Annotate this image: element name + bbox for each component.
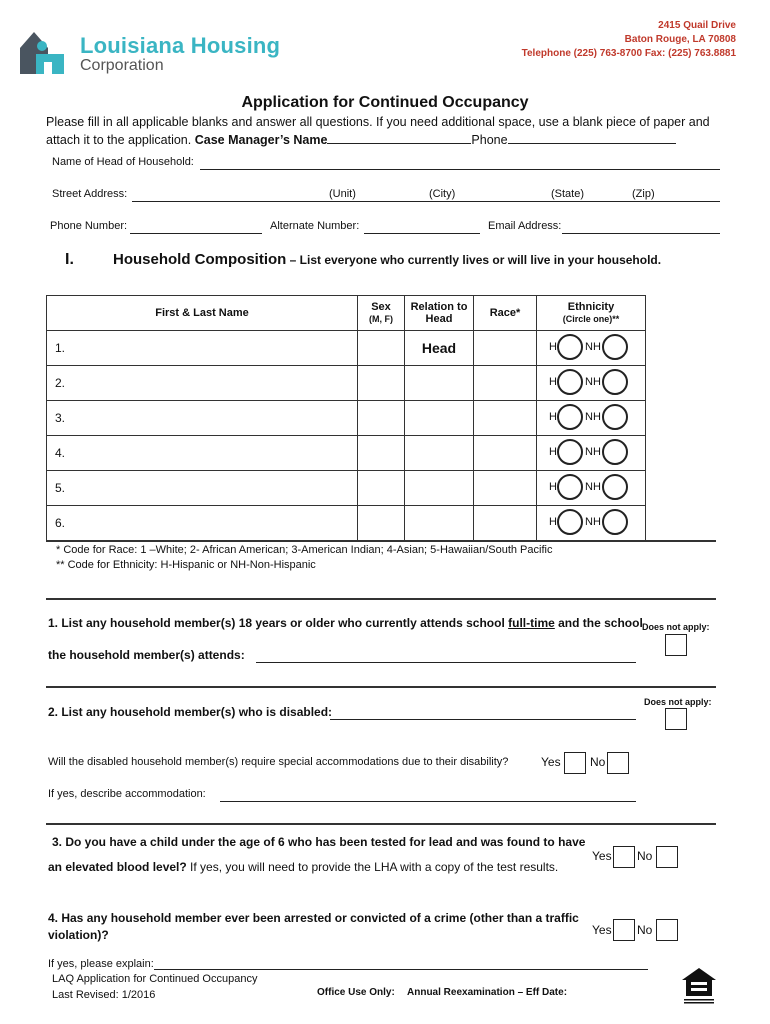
q4-explain-field[interactable] xyxy=(154,957,648,970)
q2-describe-field[interactable] xyxy=(220,789,636,802)
annual-reexam-label: Annual Reexamination – Eff Date: xyxy=(407,987,568,998)
household-table xyxy=(46,295,646,541)
eth-h-label: H xyxy=(549,481,557,493)
row-race-cell[interactable] xyxy=(474,436,537,471)
q2-no-checkbox[interactable] xyxy=(607,752,629,774)
q2-accommodation-question: Will the disabled household member(s) require special accommodations due to their disability? xyxy=(48,756,509,768)
row-name-cell[interactable] xyxy=(47,331,358,366)
eth-nh-circle[interactable] xyxy=(602,334,628,360)
q1-text-b: and the school xyxy=(554,616,643,630)
eth-nh-circle[interactable] xyxy=(602,439,628,465)
q2-describe-label: If yes, describe accommodation: xyxy=(48,788,206,800)
row-sex-cell[interactable] xyxy=(358,471,405,506)
row-race-cell[interactable] xyxy=(474,331,537,366)
row-ethnicity-cell xyxy=(537,436,646,471)
row-relation-cell[interactable] xyxy=(405,506,474,541)
row-race-cell[interactable] xyxy=(474,366,537,401)
section-title xyxy=(113,251,661,268)
eth-nh-circle[interactable] xyxy=(602,404,628,430)
q3-line2-bold: an elevated blood level? xyxy=(48,860,187,874)
row-ethnicity-cell xyxy=(537,401,646,436)
email-address-field[interactable] xyxy=(562,221,720,234)
street-address-label: Street Address: xyxy=(52,188,128,200)
col-ethnicity-label: Ethnicity xyxy=(567,301,615,313)
eth-h-circle[interactable] xyxy=(557,474,583,500)
eth-nh-label: NH xyxy=(585,516,601,528)
row-ethnicity-cell xyxy=(537,506,646,541)
q1-does-not-apply-label: Does not apply: xyxy=(642,622,710,632)
q3-yes-checkbox[interactable] xyxy=(613,846,635,868)
q4-no-label: No xyxy=(637,923,653,937)
row-race-cell[interactable] xyxy=(474,471,537,506)
row-sex-cell[interactable] xyxy=(358,401,405,436)
row-sex-cell[interactable] xyxy=(358,436,405,471)
table-row xyxy=(47,506,646,541)
q2-yes-label: Yes xyxy=(541,755,561,769)
row-sex-cell[interactable] xyxy=(358,506,405,541)
eth-h-label: H xyxy=(549,411,557,423)
section-title-text: Household Composition xyxy=(113,251,287,268)
row-sex-cell[interactable] xyxy=(358,331,405,366)
q3-line1: 3. Do you have a child under the age of 6 who has been tested for lead and was found to have xyxy=(52,835,586,849)
col-relation xyxy=(405,296,474,331)
unit-label: (Unit) xyxy=(329,188,356,200)
row-name-cell[interactable] xyxy=(47,401,358,436)
divider xyxy=(46,540,716,542)
row-relation-cell: Head xyxy=(405,331,474,366)
col-race: Race* xyxy=(474,296,537,331)
row-name-cell[interactable] xyxy=(47,471,358,506)
q2-answer-field[interactable] xyxy=(330,707,636,720)
q1-answer-field[interactable] xyxy=(256,650,636,663)
table-row xyxy=(47,471,646,506)
case-manager-phone-field[interactable] xyxy=(508,131,676,144)
state-label: (State) xyxy=(551,188,585,200)
row-number: 4. xyxy=(55,446,66,460)
case-manager-field[interactable] xyxy=(327,131,471,144)
q1-line2: the household member(s) attends: xyxy=(48,648,245,662)
row-name-cell[interactable] xyxy=(47,436,358,471)
q1-text-a: 1. List any household member(s) 18 years or older who currently attends school xyxy=(48,616,509,630)
q4-explain-label: If yes, please explain: xyxy=(48,958,154,970)
q1-does-not-apply-checkbox[interactable] xyxy=(665,634,687,656)
form-name: LAQ Application for Continued Occupancy xyxy=(52,973,258,985)
q4-line2: violation)? xyxy=(48,928,109,942)
table-row xyxy=(47,436,646,471)
row-relation-cell[interactable] xyxy=(405,366,474,401)
eth-nh-circle[interactable] xyxy=(602,509,628,535)
row-number: 3. xyxy=(55,411,66,425)
q3-line2-normal: If yes, you will need to provide the LHA with a copy of the test results. xyxy=(186,860,559,874)
q4-yes-checkbox[interactable] xyxy=(613,919,635,941)
q2-does-not-apply-checkbox[interactable] xyxy=(665,708,687,730)
alternate-number-field[interactable] xyxy=(364,221,480,234)
row-relation-cell[interactable] xyxy=(405,436,474,471)
row-relation-cell[interactable] xyxy=(405,401,474,436)
agency-address xyxy=(522,19,736,61)
row-number: 2. xyxy=(55,376,66,390)
col-name: First & Last Name xyxy=(47,296,358,331)
alternate-number-label: Alternate Number: xyxy=(270,220,360,232)
row-name-cell[interactable] xyxy=(47,506,358,541)
col-ethnicity-sub: (Circle one)** xyxy=(562,314,620,324)
col-relation-line1: Relation to xyxy=(410,301,468,313)
col-sex-label: Sex xyxy=(371,301,391,313)
logo-title: Louisiana Housing xyxy=(80,33,281,58)
address-line-1: 2415 Quail Drive xyxy=(658,20,736,31)
table-row xyxy=(47,401,646,436)
office-use-label: Office Use Only: xyxy=(317,987,395,998)
eth-h-circle[interactable] xyxy=(557,439,583,465)
q2-no-label: No xyxy=(590,755,606,769)
last-revised: Last Revised: 1/2016 xyxy=(52,989,156,1001)
table-row xyxy=(47,331,646,366)
eth-nh-circle[interactable] xyxy=(602,474,628,500)
divider xyxy=(46,598,716,600)
house-logo-icon xyxy=(18,28,68,76)
eth-h-label: H xyxy=(549,376,557,388)
eth-nh-label: NH xyxy=(585,341,601,353)
row-race-cell[interactable] xyxy=(474,401,537,436)
col-sex xyxy=(358,296,405,331)
q4-line1: 4. Has any household member ever been arrested or convicted of a crime (other than a traffic xyxy=(48,911,579,925)
row-sex-cell[interactable] xyxy=(358,366,405,401)
row-ethnicity-cell xyxy=(537,331,646,366)
q1-text-underlined: full-time xyxy=(508,616,555,630)
phone-number-field[interactable] xyxy=(130,221,262,234)
eth-nh-circle[interactable] xyxy=(602,369,628,395)
race-code-note: * Code for Race: 1 –White; 2- African American; 3-American Indian; 4-Asian; 5-Hawaiian/South Pacific xyxy=(56,544,553,556)
equal-housing-logo-icon xyxy=(680,966,718,1006)
eth-h-circle[interactable] xyxy=(557,369,583,395)
case-manager-label: Case Manager’s Name xyxy=(194,133,328,147)
q4-yes-label: Yes xyxy=(592,923,612,937)
phone-number-label: Phone Number: xyxy=(50,220,128,232)
row-number: 1. xyxy=(55,341,66,355)
eth-nh-label: NH xyxy=(585,376,601,388)
row-ethnicity-cell xyxy=(537,471,646,506)
divider xyxy=(46,686,716,688)
q3-line2 xyxy=(48,860,558,874)
eth-nh-label: NH xyxy=(585,446,601,458)
col-sex-sub: (M, F) xyxy=(369,314,393,324)
q2-does-not-apply-label: Does not apply: xyxy=(644,697,712,707)
address-line-2: Baton Rouge, LA 70808 xyxy=(624,34,736,45)
q2-yes-checkbox[interactable] xyxy=(564,752,586,774)
page-title: Application for Continued Occupancy xyxy=(241,94,529,111)
eth-h-label: H xyxy=(549,341,557,353)
zip-label: (Zip) xyxy=(632,188,655,200)
divider xyxy=(46,823,716,825)
eth-nh-label: NH xyxy=(585,481,601,493)
q4-no-checkbox[interactable] xyxy=(656,919,678,941)
phone-label: Phone xyxy=(471,133,508,147)
col-ethnicity xyxy=(537,296,646,331)
table-header-row xyxy=(47,296,646,331)
row-race-cell[interactable] xyxy=(474,506,537,541)
logo-subtitle: Corporation xyxy=(80,57,164,74)
head-of-household-field[interactable] xyxy=(200,157,720,170)
row-number: 5. xyxy=(55,481,66,495)
section-number: I. xyxy=(65,251,74,268)
address-line-3: Telephone (225) 763-8700 Fax: (225) 763.8881 xyxy=(521,48,736,59)
eth-h-label: H xyxy=(549,446,557,458)
eth-h-label: H xyxy=(549,516,557,528)
eth-h-circle[interactable] xyxy=(557,404,583,430)
eth-h-circle[interactable] xyxy=(557,334,583,360)
section-subtitle: – List everyone who currently lives or will live in your household. xyxy=(286,253,662,267)
intro-paragraph xyxy=(46,114,736,149)
city-label: (City) xyxy=(429,188,456,200)
row-number: 6. xyxy=(55,516,66,530)
intro-text: Please fill in all applicable blanks and answer all questions. If you need additional space, use a blank piece of paper and attach it to the application. xyxy=(46,115,710,147)
q2-text: 2. List any household member(s) who is disabled: xyxy=(48,705,333,719)
row-name-cell[interactable] xyxy=(47,366,358,401)
table-row xyxy=(47,366,646,401)
row-ethnicity-cell xyxy=(537,366,646,401)
q3-yes-label: Yes xyxy=(592,849,612,863)
q1-line1 xyxy=(48,616,643,630)
eth-h-circle[interactable] xyxy=(557,509,583,535)
q3-no-label: No xyxy=(637,849,653,863)
col-relation-line2: Head xyxy=(425,313,453,325)
head-of-household-label: Name of Head of Household: xyxy=(52,156,194,168)
email-address-label: Email Address: xyxy=(488,220,562,232)
eth-nh-label: NH xyxy=(585,411,601,423)
ethnicity-code-note: ** Code for Ethnicity: H-Hispanic or NH-Non-Hispanic xyxy=(56,559,316,571)
row-relation-cell[interactable] xyxy=(405,471,474,506)
q3-no-checkbox[interactable] xyxy=(656,846,678,868)
